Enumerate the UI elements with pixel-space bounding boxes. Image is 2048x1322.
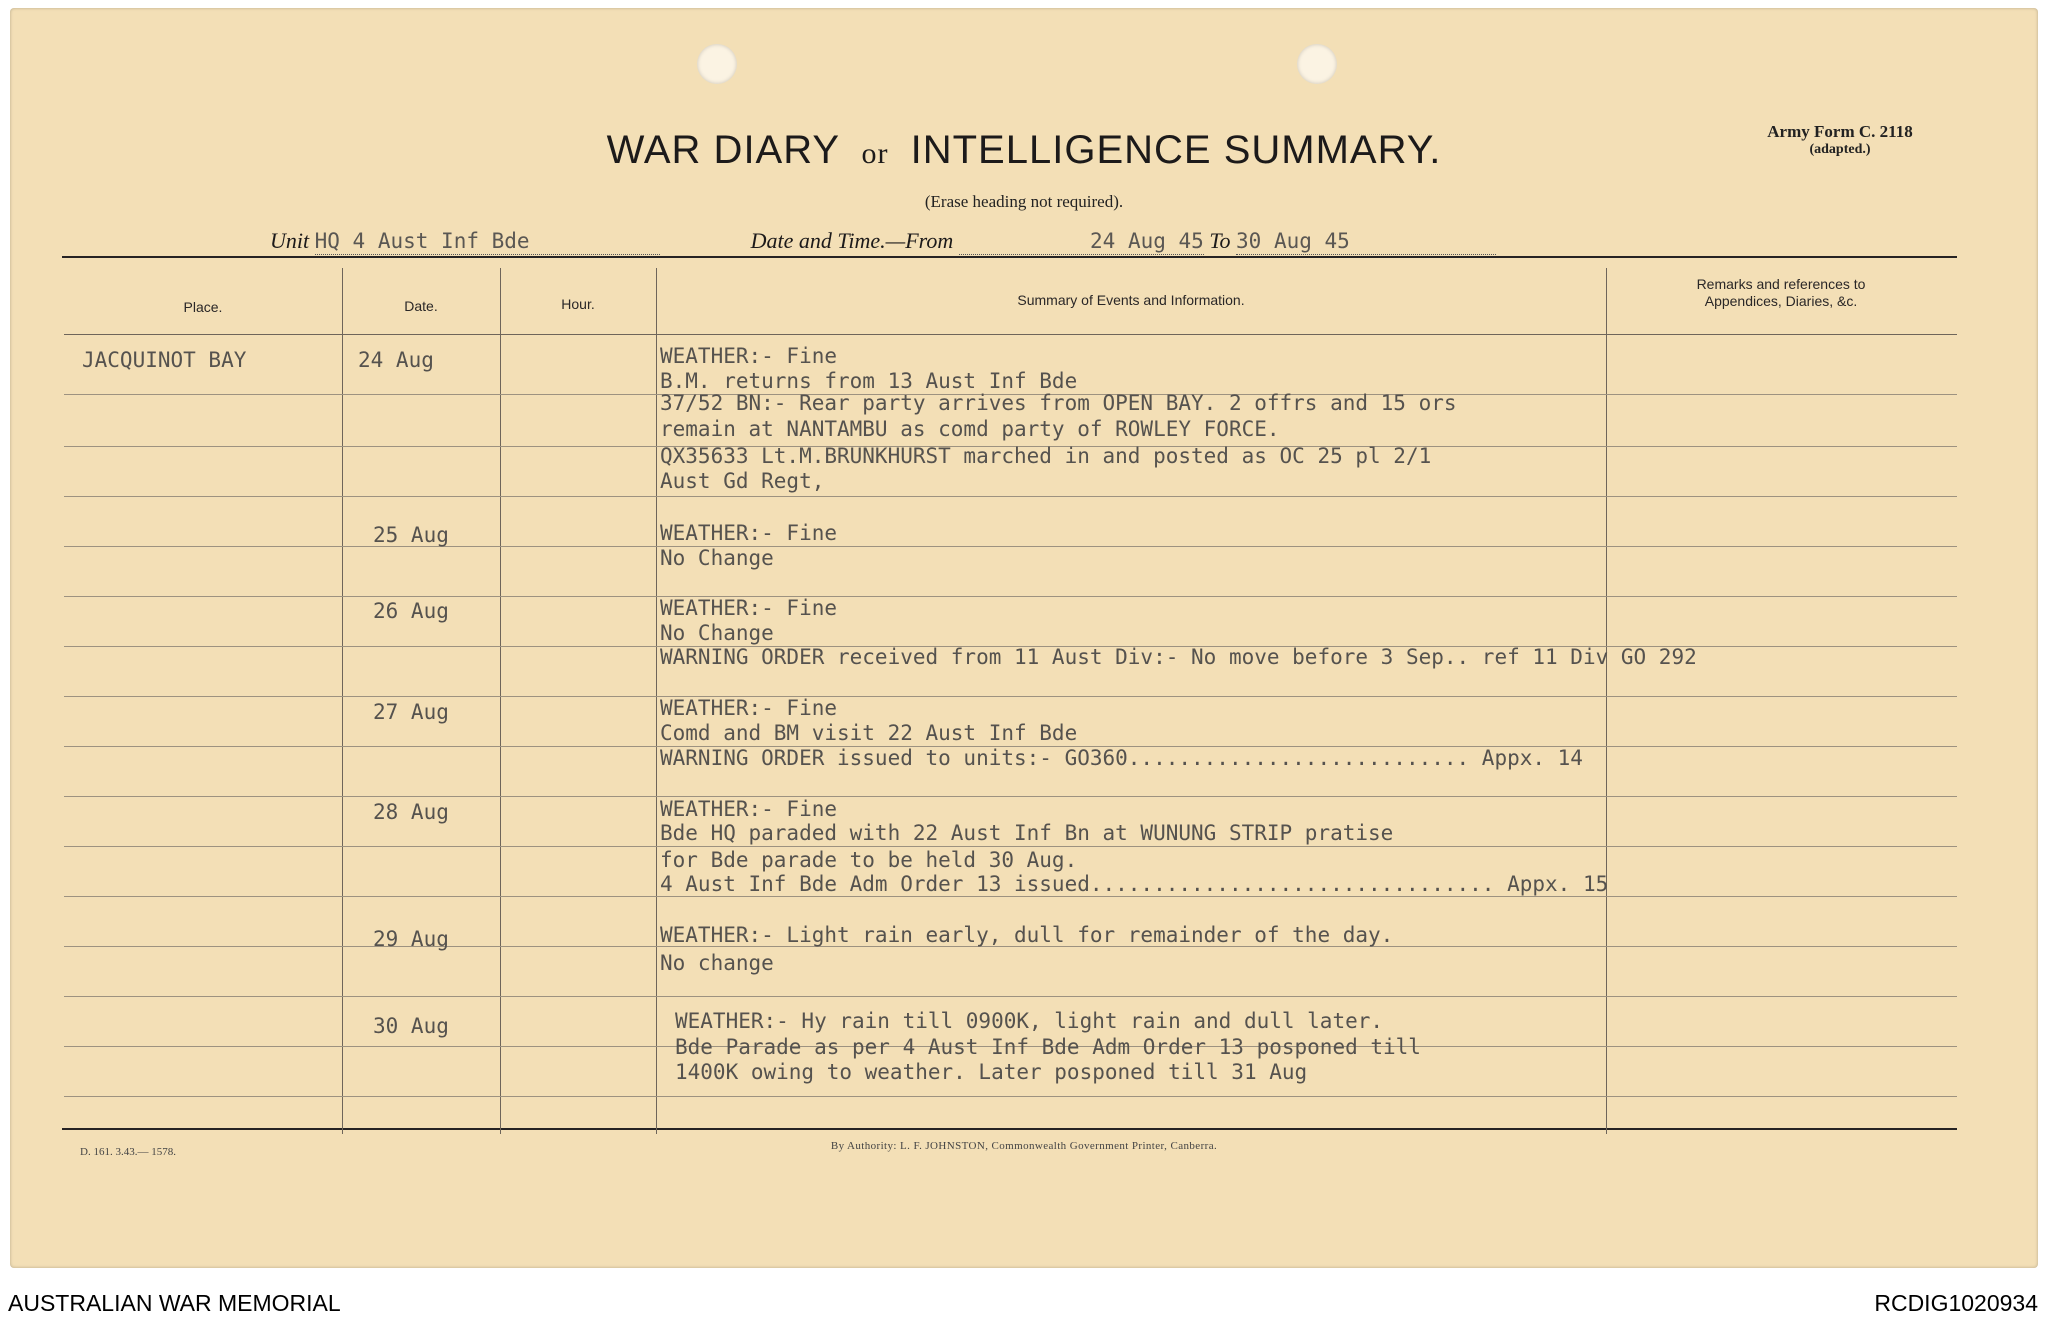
print-code: D. 161. 3.43.— 1578. — [80, 1146, 176, 1158]
date-cell: 24 Aug — [358, 348, 434, 372]
column-divider-date — [500, 268, 501, 1134]
ruled-line — [64, 696, 1957, 697]
summary-line: for Bde parade to be held 30 Aug. — [660, 848, 1078, 872]
table-top-rule — [62, 256, 1957, 258]
remarks-line-1: Remarks and references to — [1696, 276, 1866, 292]
title-intelligence-summary: INTELLIGENCE SUMMARY. — [910, 128, 1442, 172]
ruled-line — [64, 546, 1957, 547]
summary-line: WARNING ORDER received from 11 Aust Div:- No move before 3 Sep.. ref 11 Div GO 292 — [660, 645, 1697, 669]
summary-line: WEATHER:- Fine — [660, 797, 838, 821]
punch-hole-left — [697, 44, 737, 84]
summary-line: remain at NANTAMBU as comd party of ROWLEY FORCE. — [660, 417, 1280, 441]
ruled-line — [64, 1096, 1957, 1097]
to-label: To — [1209, 228, 1231, 253]
date-cell: 29 Aug — [373, 927, 449, 951]
summary-line: WEATHER:- Fine — [660, 521, 838, 545]
summary-line: WEATHER:- Fine — [660, 696, 838, 720]
ruled-line — [64, 596, 1957, 597]
date-cell: 25 Aug — [373, 523, 449, 547]
column-header-hour: Hour. — [561, 296, 595, 312]
form-subtitle: (Erase heading not required). — [924, 192, 1124, 211]
date-cell: 27 Aug — [373, 700, 449, 724]
column-header-summary: Summary of Events and Information. — [1017, 292, 1245, 308]
place-cell: JACQUINOT BAY — [82, 348, 247, 372]
table-bottom-rule — [62, 1128, 1957, 1130]
date-time-label: Date and Time.—From — [750, 228, 954, 253]
punch-hole-right — [1297, 44, 1337, 84]
date-cell: 30 Aug — [373, 1014, 449, 1038]
summary-line: Bde Parade as per 4 Aust Inf Bde Adm Order 13 posponed till — [675, 1035, 1421, 1059]
column-divider-place — [342, 268, 343, 1134]
printer-authority: By Authority: L. F. JOHNSTON, Commonwealth Government Printer, Canberra. — [830, 1140, 1218, 1152]
summary-line: QX35633 Lt.M.BRUNKHURST marched in and posted as OC 25 pl 2/1 — [660, 444, 1432, 468]
column-header-remarks — [1606, 276, 1956, 310]
army-form-number — [1720, 122, 1960, 158]
remarks-line-2: Appendices, Diaries, &c. — [1704, 293, 1858, 309]
ruled-line — [64, 496, 1957, 497]
unit-value: HQ 4 Aust Inf Bde — [314, 229, 530, 253]
summary-line: WEATHER:- Hy rain till 0900K, light rain and dull later. — [675, 1009, 1384, 1033]
summary-line: No Change — [660, 546, 774, 570]
unit-line — [270, 228, 1496, 255]
summary-line: WEATHER:- Fine — [660, 344, 838, 368]
summary-line: 4 Aust Inf Bde Adm Order 13 issued................................ Appx. 15 — [660, 872, 1609, 896]
date-cell: 26 Aug — [373, 599, 449, 623]
unit-label: Unit — [270, 228, 310, 253]
summary-line: No change — [660, 951, 774, 975]
archive-reference: RCDIG1020934 — [1874, 1290, 2038, 1316]
column-divider-hour — [656, 268, 657, 1134]
from-value: 24 Aug 45 — [1090, 229, 1204, 253]
archive-caption: AUSTRALIAN WAR MEMORIAL — [8, 1290, 341, 1316]
title-or: or — [861, 137, 889, 170]
column-header-date: Date. — [404, 298, 438, 314]
summary-line: Comd and BM visit 22 Aust Inf Bde — [660, 721, 1078, 745]
summary-line: B.M. returns from 13 Aust Inf Bde — [660, 369, 1078, 393]
summary-line: Aust Gd Regt, — [660, 469, 825, 493]
summary-line: WARNING ORDER issued to units:- GO360........................... Appx. 14 — [660, 746, 1583, 770]
summary-line: 1400K owing to weather. Later posponed till 31 Aug — [675, 1060, 1308, 1084]
summary-line: 37/52 BN:- Rear party arrives from OPEN BAY. 2 offrs and 15 ors — [660, 391, 1457, 415]
summary-line: Bde HQ paraded with 22 Aust Inf Bn at WUNUNG STRIP pratise — [660, 821, 1394, 845]
ruled-line — [64, 996, 1957, 997]
header-divider — [64, 334, 1957, 335]
date-cell: 28 Aug — [373, 800, 449, 824]
summary-line: No Change — [660, 621, 774, 645]
ruled-line — [64, 796, 1957, 797]
title-war-diary: WAR DIARY — [606, 128, 840, 172]
army-form-label: Army Form C. 2118 — [1767, 122, 1913, 141]
column-divider-summary — [1606, 268, 1607, 1134]
summary-line: WEATHER:- Fine — [660, 596, 838, 620]
summary-line: WEATHER:- Light rain early, dull for remainder of the day. — [660, 923, 1394, 947]
army-form-adapted: (adapted.) — [1809, 142, 1871, 157]
to-value: 30 Aug 45 — [1236, 229, 1350, 253]
column-header-place: Place. — [183, 299, 223, 315]
